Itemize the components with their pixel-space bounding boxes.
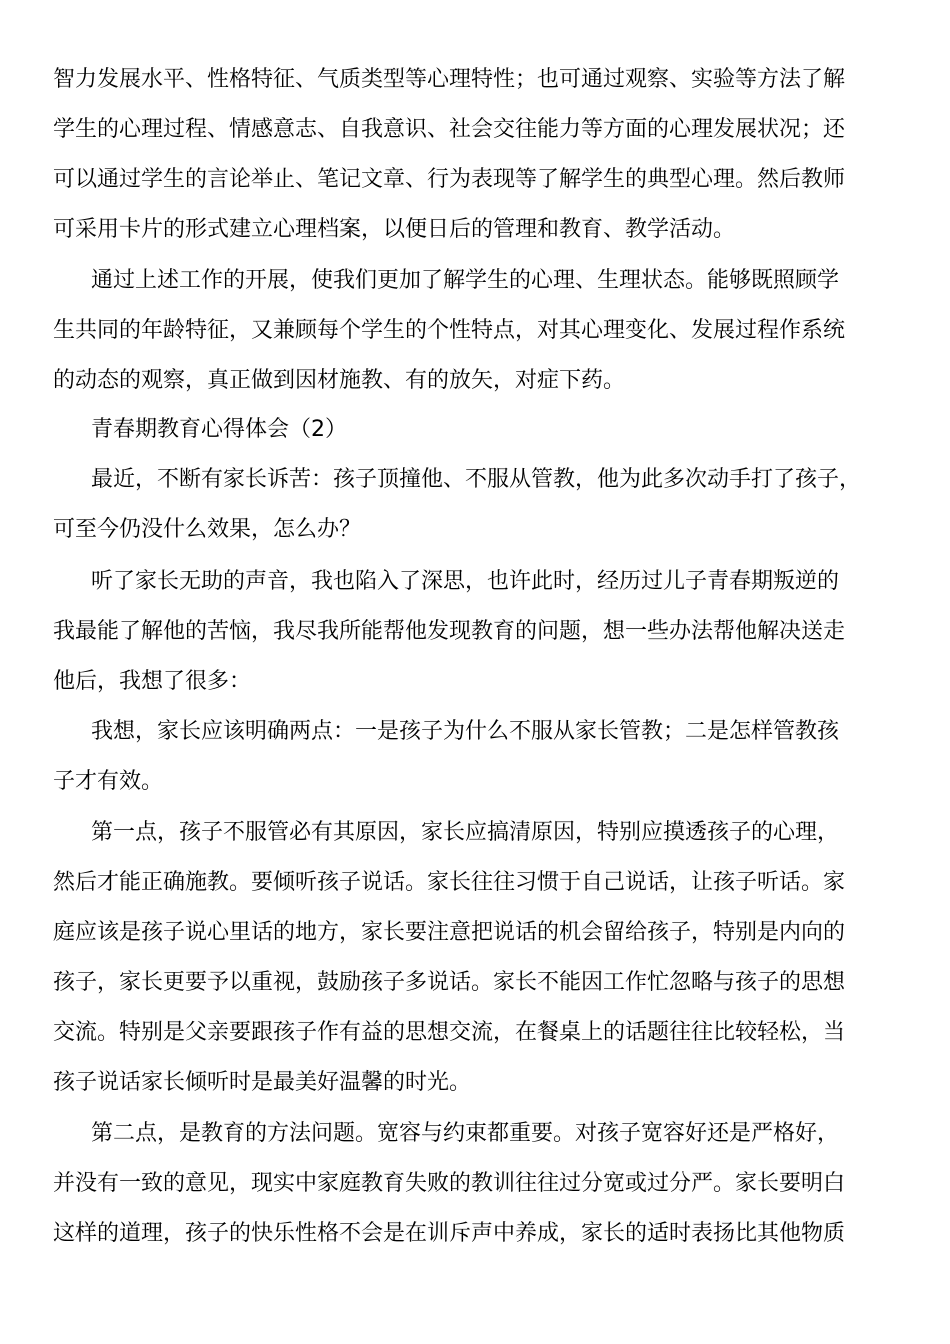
text-line: 第二点，是教育的方法问题。宽容与约束都重要。对孩子宽容好还是严格好， [91, 1121, 840, 1146]
text-line: 可采用卡片的形式建立心理档案，以便日后的管理和教育、教学活动。 [53, 217, 736, 242]
text-line: 第一点，孩子不服管必有其原因，家长应搞清原因，特别应摸透孩子的心理， [91, 820, 840, 845]
text-line: 可以通过学生的言论举止、笔记文章、行为表现等了解学生的典型心理。然后教师 [53, 167, 846, 192]
text-line: 可至今仍没什么效果，怎么办？ [53, 517, 362, 542]
text-line: 我最能了解他的苦恼，我尽我所能帮他发现教育的问题，想一些办法帮他解决送走 [53, 619, 846, 644]
text-line: 学生的心理过程、情感意志、自我意识、社会交往能力等方面的心理发展状况；还 [53, 117, 846, 142]
section-heading: 青春期教育心得体会（2） [91, 417, 347, 442]
text-line: 我想，家长应该明确两点：一是孩子为什么不服从家长管教；二是怎样管教孩 [91, 719, 840, 744]
text-line: 这样的道理，孩子的快乐性格不会是在训斥声中养成，家长的适时表扬比其他物质 [53, 1221, 846, 1246]
text-line: 并没有一致的意见，现实中家庭教育失败的教训往往过分宽或过分严。家长要明白 [53, 1171, 846, 1196]
text-line: 智力发展水平、性格特征、气质类型等心理特性；也可通过观察、实验等方法了解 [53, 67, 846, 92]
text-line: 孩子，家长更要予以重视，鼓励孩子多说话。家长不能因工作忙忽略与孩子的思想 [53, 970, 846, 995]
text-line: 他后，我想了很多： [53, 669, 252, 694]
text-line: 生共同的年龄特征，又兼顾每个学生的个性特点，对其心理变化、发展过程作系统 [53, 318, 846, 343]
text-line: 通过上述工作的开展，使我们更加了解学生的心理、生理状态。能够既照顾学 [91, 268, 840, 293]
text-line: 最近，不断有家长诉苦：孩子顶撞他、不服从管教，他为此多次动手打了孩子， [91, 467, 862, 492]
text-line: 交流。特别是父亲要跟孩子作有益的思想交流，在餐桌上的话题往往比较轻松，当 [53, 1020, 846, 1045]
text-line: 庭应该是孩子说心里话的地方，家长要注意把说话的机会留给孩子，特别是内向的 [53, 920, 846, 945]
text-line: 然后才能正确施教。要倾听孩子说话。家长往往习惯于自己说话，让孩子听话。家 [53, 870, 846, 895]
text-line: 子才有效。 [53, 769, 164, 794]
text-line: 听了家长无助的声音，我也陷入了深思，也许此时，经历过儿子青春期叛逆的 [91, 569, 840, 594]
text-line: 孩子说话家长倾听时是最美好温馨的时光。 [53, 1070, 472, 1095]
text-line: 的动态的观察，真正做到因材施教、有的放矢，对症下药。 [53, 368, 626, 393]
